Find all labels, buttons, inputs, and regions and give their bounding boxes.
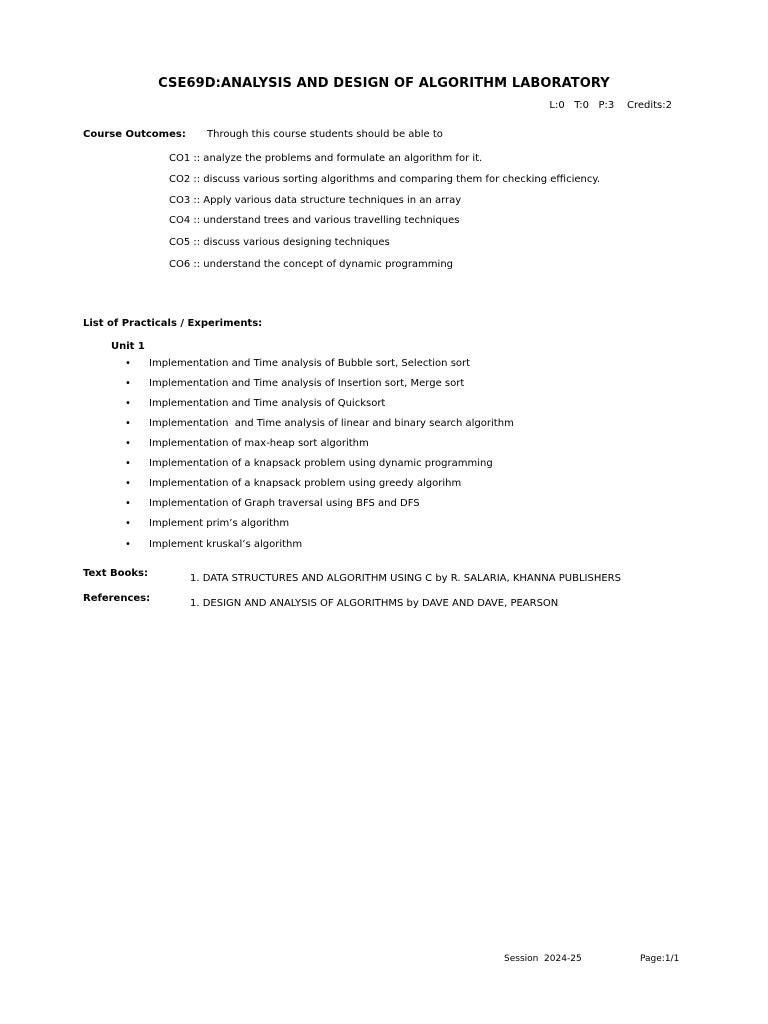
list-item [125,518,289,529]
list-item [125,539,302,550]
bullet-icon: • [125,478,131,489]
references-label: References: [83,593,151,604]
practicals-label: List of Practicals / Experiments: [83,318,263,329]
bullet-icon: • [125,358,131,369]
bullet-icon: • [125,398,131,409]
reference-entry: 1. DESIGN AND ANALYSIS OF ALGORITHMS by DAVE AND DAVE, PEARSON [190,598,559,609]
list-item-text: Implementation and Time analysis of Quicksort [149,398,386,409]
list-item [125,378,464,389]
list-item [125,438,369,449]
course-outcome-item: CO4 :: understand trees and various travelling techniques [169,215,460,226]
list-item [125,418,514,429]
list-item-text: Implementation of a knapsack problem using dynamic programming [149,458,493,469]
bullet-icon: • [125,518,131,529]
course-outcomes-intro: Through this course students should be able to [207,129,443,140]
bullet-icon: • [125,498,131,509]
list-item [125,398,385,409]
course-outcome-item: CO3 :: Apply various data structure techniques in an array [169,195,462,206]
course-outcome-item: CO1 :: analyze the problems and formulate an algorithm for it. [169,153,483,164]
list-item-text: Implementation and Time analysis of Insertion sort, Merge sort [149,378,465,389]
session-text: Session 2024-25 [504,954,582,964]
course-outcomes-label: Course Outcomes: [83,129,186,140]
bullet-icon: • [125,539,131,550]
list-item-text: Implementation of Graph traversal using BFS and DFS [149,498,420,509]
list-item-text: Implementation of max-heap sort algorithm [149,438,369,449]
bullet-icon: • [125,458,131,469]
unit-label: Unit 1 [111,341,145,352]
list-item [125,358,470,369]
bullet-icon: • [125,418,131,429]
list-item-text: Implementation of a knapsack problem using greedy algorihm [149,478,462,489]
page-number: Page:1/1 [640,954,680,964]
bullet-icon: • [125,438,131,449]
course-outcome-item: CO6 :: understand the concept of dynamic programming [169,259,453,270]
course-outcome-item: CO2 :: discuss various sorting algorithms and comparing them for checking efficiency. [169,174,601,185]
text-book-entry: 1. DATA STRUCTURES AND ALGORITHM USING C by R. SALARIA, KHANNA PUBLISHERS [190,573,621,584]
list-item-text: Implementation and Time analysis of Bubble sort, Selection sort [149,358,471,369]
course-outcome-item: CO5 :: discuss various designing techniques [169,237,390,248]
page-title: CSE69D:ANALYSIS AND DESIGN OF ALGORITHM LABORATORY [158,76,610,91]
text-books-label: Text Books: [83,568,148,579]
list-item [125,498,420,509]
list-item [125,458,493,469]
list-item-text: Implementation and Time analysis of linear and binary search algorithm [149,418,514,429]
list-item-text: Implement kruskal’s algorithm [149,539,303,550]
list-item-text: Implement prim’s algorithm [149,518,290,529]
credits-line: L:0 T:0 P:3 Credits:2 [549,100,672,111]
bullet-icon: • [125,378,131,389]
list-item [125,478,461,489]
